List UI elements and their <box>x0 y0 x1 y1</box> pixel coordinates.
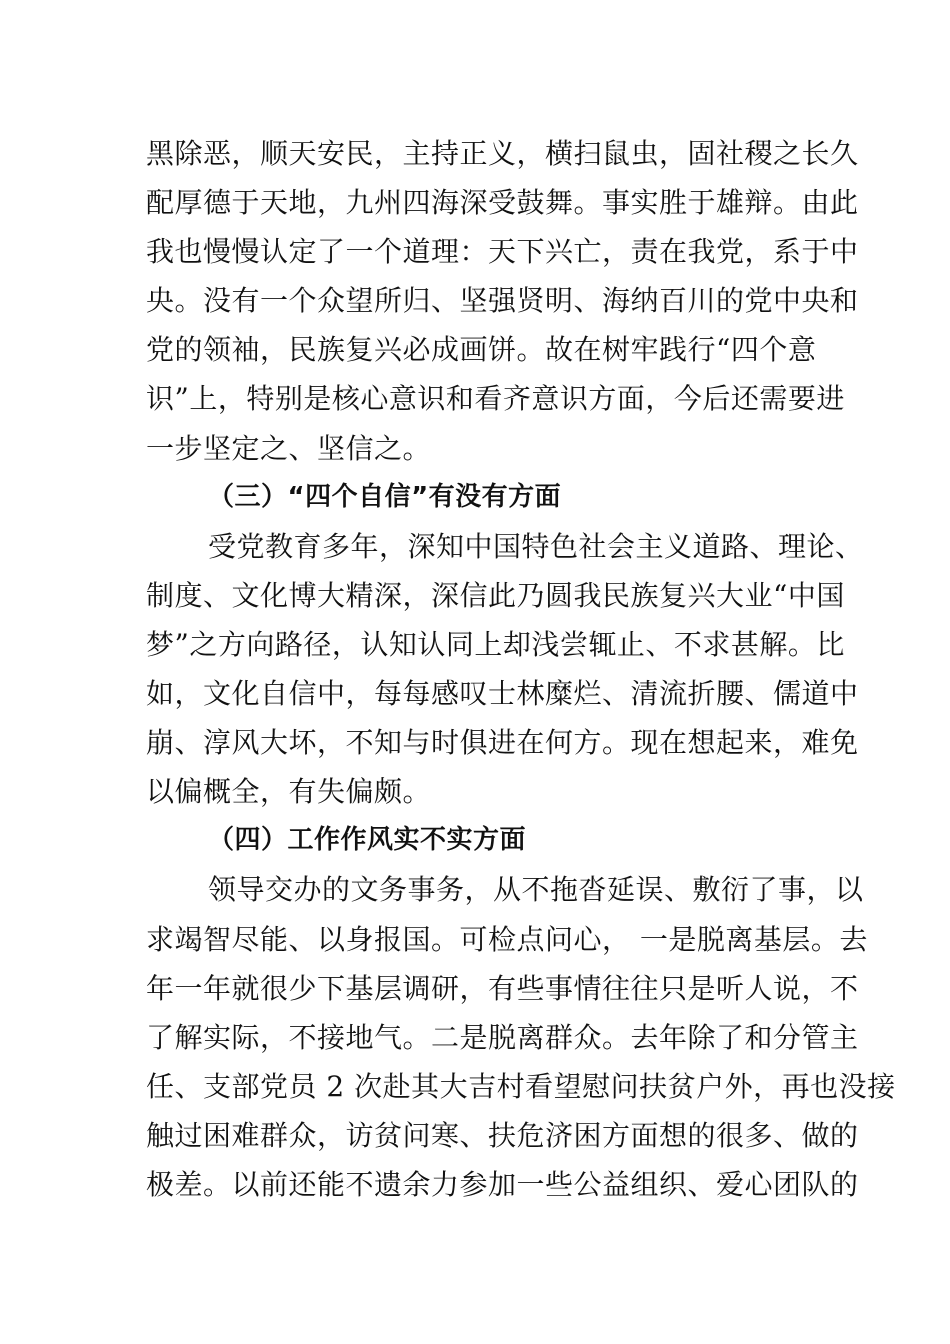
paragraph-start-line: 领导交办的文务事务，从不拖沓延误、敷衍了事，以 <box>208 873 864 907</box>
text-line: 制度、文化博大精深，深信此乃圆我民族复兴大业“中国 <box>146 578 845 612</box>
text-line: 崩、淳风大坏，不知与时俱进在何方。现在想起来，难免 <box>146 726 859 760</box>
text-line: 以偏概全，有失偏颇。 <box>146 775 432 809</box>
text-line: 了解实际，不接地气。二是脱离群众。去年除了和分管主 <box>146 1020 859 1054</box>
body-text <box>146 129 896 1209</box>
text-line: 党的领袖，民族复兴必成画饼。故在树牢践行“四个意 <box>146 333 817 367</box>
text-line: 极差。以前还能不遗余力参加一些公益组织、爱心团队的 <box>146 1167 859 1201</box>
text-line: 央。没有一个众望所归、坚强贤明、海纳百川的党中央和 <box>146 284 859 318</box>
text-line: 年一年就很少下基层调研，有些事情往往只是听人说，不 <box>146 971 859 1005</box>
text-line: 黑除恶，顺天安民，主持正义，横扫鼠虫，固社稷之长久 <box>146 137 859 170</box>
text-line: 识”上，特别是核心意识和看齐意识方面，今后还需要进 <box>146 382 845 416</box>
text-line: 任、支部党员 2 次赴其大吉村看望慰问扶贫户外，再也没接 <box>146 1069 896 1103</box>
paragraph-start-line: 受党教育多年，深知中国特色社会主义道路、理论、 <box>208 529 864 563</box>
text-line: 求竭智尽能、以身报国。可检点问心， 一是脱离基层。去 <box>146 922 868 956</box>
section-heading-three: （三）“四个自信”有没有方面 <box>208 481 562 512</box>
text-line: 如，文化自信中，每每感叹士林糜烂、清流折腰、儒道中 <box>146 677 859 711</box>
text-line: 梦”之方向路径，认知认同上却浅尝辄止、不求甚解。比 <box>146 627 845 661</box>
text-line: 配厚德于天地，九州四海深受鼓舞。事实胜于雄辩。由此 <box>146 186 859 220</box>
section-heading-four: （四）工作作风实不实方面 <box>208 825 527 856</box>
text-line: 我也慢慢认定了一个道理：天下兴亡，责在我党，系于中 <box>146 235 859 269</box>
text-line: 一步坚定之、坚信之。 <box>146 431 432 465</box>
text-line: 触过困难群众，访贫问寒、扶危济困方面想的很多、做的 <box>146 1118 859 1152</box>
